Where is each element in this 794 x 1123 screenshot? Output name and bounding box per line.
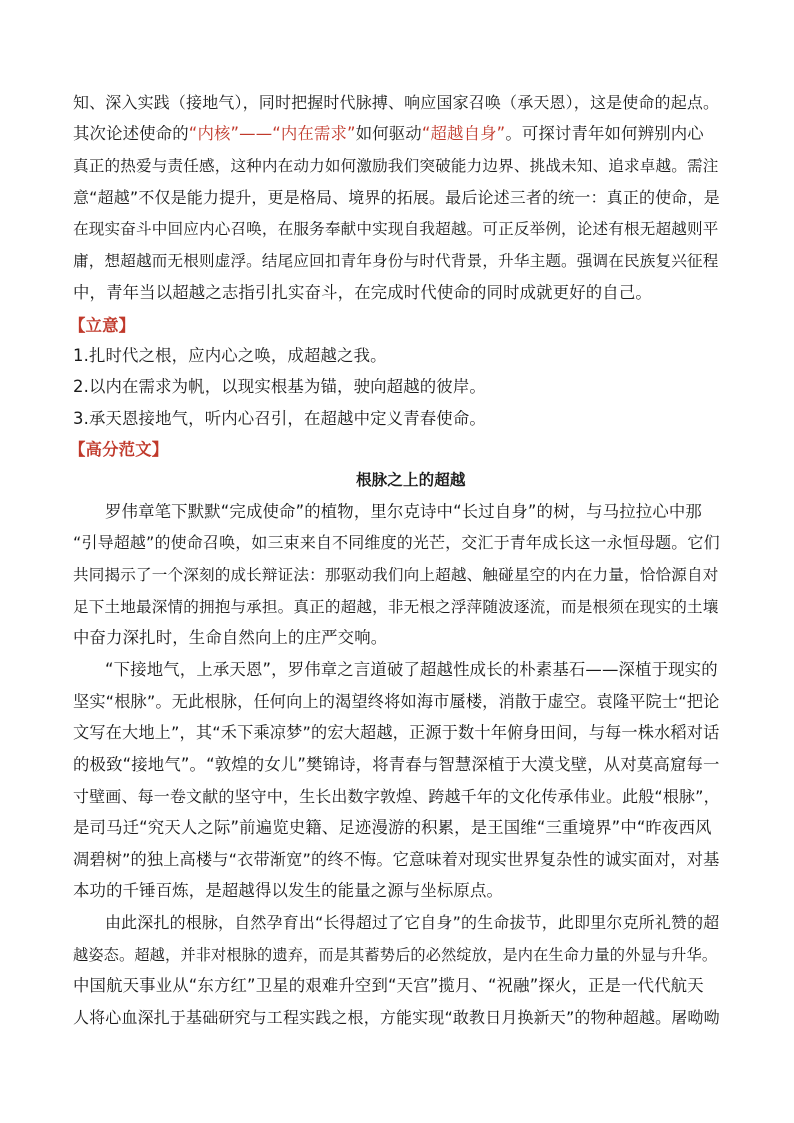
theme-item: 1.扎时代之根，应内心之唤，成超越之我。 [73,346,387,365]
text-line: 足下土地最深情的拥抱与承担。真正的超越，非无根之浮萍随波逐流，而是根须在现实的土壤 [73,598,719,616]
text-segment: 如何驱动 [355,124,422,143]
text-line: 共同揭示了一个深刻的成长辩证法：那驱动我们向上超越、触碰星空的内在力量，恰恰源自对 [73,566,719,584]
text-line: 罗伟章笔下默默“完成使命”的植物，里尔克诗中“长过自身”的树，与马拉拉心中那 [105,502,702,521]
text-line: 真正的热爱与责任感，这种内在动力如何激励我们突破能力边界、挑战未知、追求卓越。需注 [73,157,719,175]
theme-item: 2.以内在需求为帆，以现实根基为锚，驶向超越的彼岸。 [73,377,486,396]
text-line: 人将心血深扎于基础研究与工程实践之根，方能实现“敢教日月换新天”的物种超越。屠呦呦 [73,1008,720,1027]
text-line: “下接地气，上承天恩”，罗伟章之言道破了超越性成长的朴素基石——深植于现实的 [105,660,718,679]
text-line: 中，青年当以超越之志指引扎实奋斗，在完成时代使命的同时成就更好的自己。 [73,283,652,302]
text-line: 中奋力深扎时，生命自然向上的庄严交响。 [73,628,388,647]
text-line: 凋碧树”的独上高楼与“衣带渐宽”的终不悔。它意味着对现实世界复杂性的诚实面对，对基 [73,850,720,869]
text-line: 由此深扎的根脉，自然孕育出“长得超过了它自身”的生命拔节，此即里尔克所礼赞的超 [105,913,720,932]
text-line: “引导超越”的使命召唤，如三束来自不同维度的光芒，交汇于青年成长这一永恒母题。它们 [73,533,720,552]
text-segment: 。可探讨青年如何辨别内心 [505,124,704,143]
text-line: 越姿态。超越，并非对根脉的遗弃，而是其蓄势后的必然绽放，是内在生命力量的外显与升华。 [73,946,718,964]
theme-item: 3.承天恩接地气，听内心召引，在超越中定义青春使命。 [73,409,486,428]
highlight-surpass: “超越自身” [421,124,506,143]
text-line: 的极致“接地气”。“敦煌的女儿”樊锦诗，将青春与智慧深植于大漠戈壁，从对莫高窟每一 [73,755,720,774]
text-line: 坚实“根脉”。无此根脉，任何向上的渴望终将如海市蜃楼，消散于虚空。袁隆平院士“把论 [73,692,720,711]
text-line: 意“超越”不仅是能力提升，更是格局、境界的拓展。最后论述三者的统一：真正的使命，是 [73,188,720,207]
text-segment: 其次论述使命的 [73,124,189,143]
essay-title: 根脉之上的超越 [356,471,466,489]
text-line: 在现实奋斗中回应内心召唤，在服务奉献中实现自我超越。可正反举例，论述有根无超越则平 [73,220,719,238]
text-line: 中国航天事业从“东方红”卫星的艰难升空到“天宫”揽月、“祝融”探火，正是一代代航天 [73,976,704,995]
text-line: 文写在大地上”，其“禾下乘凉梦”的宏大超越，正源于数十年俯身田间，与每一株水稻对话 [73,723,720,742]
section-heading-essay: 【高分范文】 [69,440,169,459]
text-line: 本功的千锤百炼，是超越得以发生的能量之源与坐标原点。 [73,881,504,900]
text-line: 庸，想超越而无根则虚浮。结尾应回扣青年身份与时代背景，升华主题。强调在民族复兴征程 [73,252,719,270]
section-heading-liyi: 【立意】 [69,316,136,335]
text-line: 是司马迁“究天人之际”前遍览史籍、足迹漫游的积累，是王国维“三重境界”中“昨夜西风 [73,818,712,837]
text-line: 知、深入实践（接地气），同时把握时代脉搏、响应国家召唤（承天恩），这是使命的起点。 [73,93,720,112]
text-line [73,124,704,144]
text-line: 寸壁画、每一卷文献的坚守中，生长出数字敦煌、跨越千年的文化传承伟业。此般“根脉”， [73,787,720,806]
highlight-core: “内核”——“内在需求” [188,124,356,143]
